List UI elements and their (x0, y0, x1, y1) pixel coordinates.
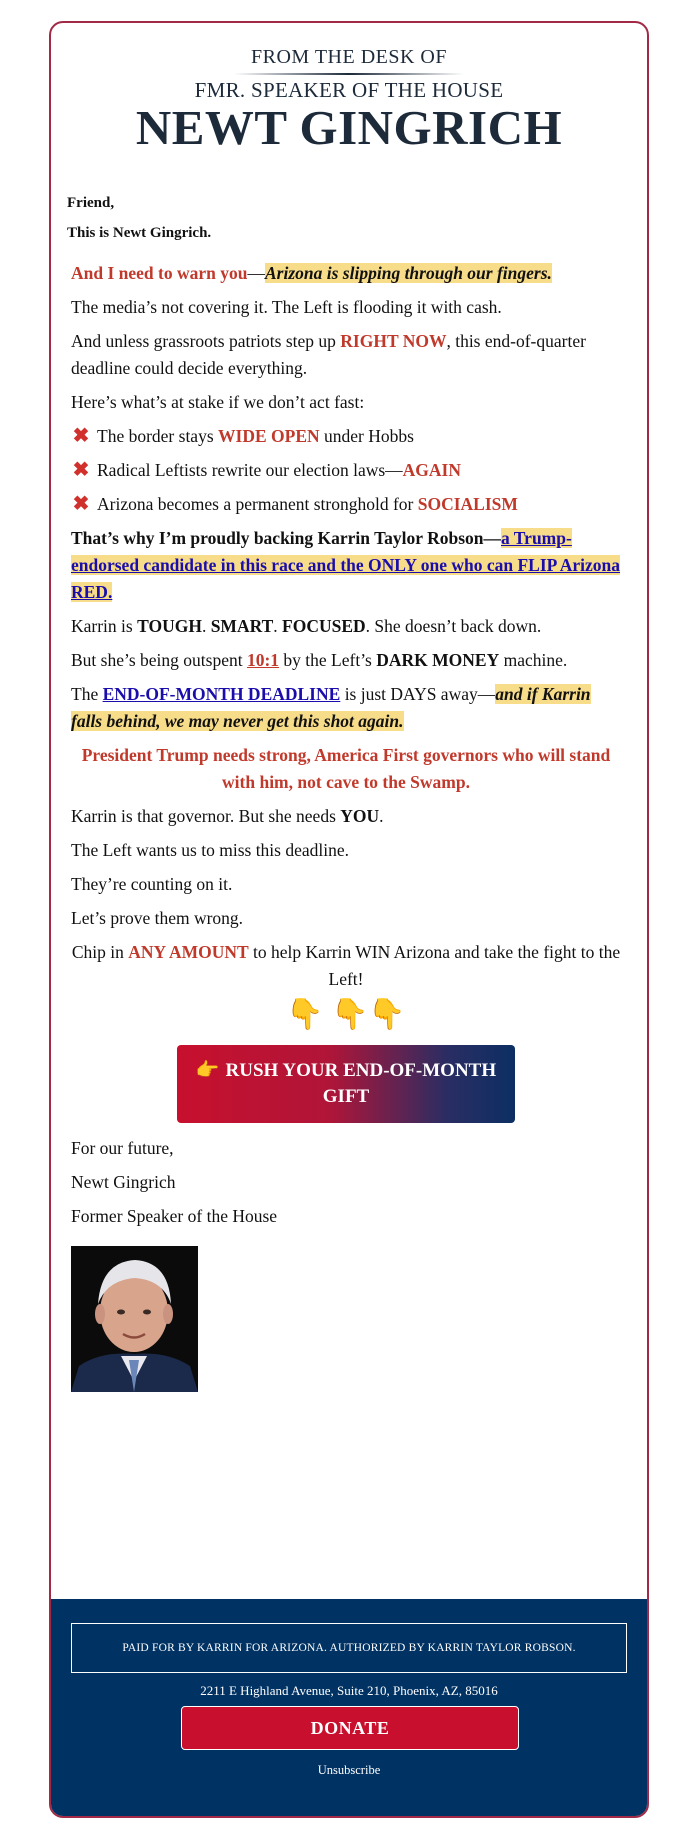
ten-to-one-link[interactable]: 10:1 (246, 650, 280, 670)
warn-paragraph (71, 260, 621, 287)
smart-bold: SMART (210, 616, 274, 636)
warn-red: And I need to warn you (71, 263, 248, 283)
warn-dash: — (247, 263, 265, 283)
letter-body (67, 193, 621, 1392)
stake-item (71, 457, 621, 484)
tough-text-end: . She doesn’t back down. (365, 616, 542, 636)
backing-bold: That’s why I’m proudly backing Karrin Taylor Robson— (71, 528, 501, 548)
stake-text: The border stays (97, 426, 219, 446)
backing-paragraph (71, 525, 621, 606)
stake-red: SOCIALISM (417, 494, 518, 514)
governor-text: Karrin is that governor. But she needs (71, 806, 341, 826)
warn-highlight: Arizona is slipping through our fingers. (265, 263, 552, 283)
governor-text-end: . (379, 806, 384, 826)
tough-text: Karrin is (71, 616, 138, 636)
masthead-name: NEWT GINGRICH (135, 100, 563, 155)
unless-paragraph (71, 328, 621, 382)
masthead-title: FMR. SPEAKER OF THE HOUSE (194, 78, 504, 102)
intro: This is Newt Gingrich. (67, 225, 212, 241)
governor-paragraph (71, 803, 621, 830)
stake-text: Arizona becomes a permanent stronghold for (97, 494, 418, 514)
tough-text: . (273, 616, 283, 636)
donate-button[interactable]: DONATE (181, 1706, 519, 1750)
deadline-text: The (71, 684, 103, 704)
tough-paragraph (71, 613, 621, 640)
tough-text: . (201, 616, 211, 636)
chip-text-end: to help Karrin WIN Arizona and take the fight to the Left! (248, 942, 621, 989)
paid-for-disclaimer: PAID FOR BY KARRIN FOR ARIZONA. AUTHORIZED BY KARRIN TAYLOR ROBSON. (71, 1623, 627, 1673)
stake-red: WIDE OPEN (218, 426, 320, 446)
prove-paragraph: Let’s prove them wrong. (71, 908, 244, 928)
you-bold: YOU (340, 806, 380, 826)
unless-text-end: , this end-of-quarter deadline could decide everything. (71, 331, 586, 378)
outspent-text-end: machine. (499, 650, 568, 670)
rush-gift-label: RUSH YOUR END-OF-MONTH GIFT (225, 1060, 497, 1107)
x-mark-icon: ✖ (72, 493, 90, 515)
deadline-highlight: and if Karrin falls behind, we may never get this shot again. (71, 684, 591, 731)
stake-paragraph: Here’s what’s at stake if we don’t act fast: (71, 392, 365, 412)
miss-paragraph: The Left wants us to miss this deadline. (71, 840, 350, 860)
signoff-closing: For our future, (71, 1138, 174, 1158)
greeting: Friend, (67, 195, 115, 211)
stake-item (71, 491, 621, 518)
counting-paragraph: They’re counting on it. (71, 874, 233, 894)
chip-paragraph (71, 939, 621, 993)
deadline-text: is just DAYS away— (340, 684, 496, 704)
dark-money-bold: DARK MONEY (376, 650, 500, 670)
signoff-title: Former Speaker of the House (71, 1206, 278, 1226)
masthead-divider (234, 73, 464, 75)
outspent-text: But she’s being outspent (71, 650, 247, 670)
email-card (49, 21, 649, 1818)
pointing-right-icon: 👉 (195, 1060, 220, 1081)
focused-bold: FOCUSED (282, 616, 366, 636)
trump-paragraph: President Trump needs strong, America First governors who will stand with him, not cave to the Swamp. (81, 745, 611, 792)
masthead (51, 45, 647, 153)
pointing-down-icon: 👇 👇👇 (286, 998, 406, 1031)
tough-bold: TOUGH (137, 616, 202, 636)
deadline-paragraph (71, 681, 621, 735)
outspent-paragraph (71, 647, 621, 674)
right-now: RIGHT NOW (340, 331, 447, 351)
chip-text: Chip in (71, 942, 129, 962)
media-paragraph: The media’s not covering it. The Left is flooding it with cash. (71, 297, 502, 317)
stake-item (71, 423, 621, 450)
masthead-from-desk: FROM THE DESK OF (251, 46, 447, 68)
mailing-address: 2211 E Highland Avenue, Suite 210, Phoenix, AZ, 85016 (200, 1683, 498, 1698)
portrait-photo (71, 1246, 198, 1392)
stake-text-end: under Hobbs (319, 426, 414, 446)
stake-red: AGAIN (402, 460, 462, 480)
signoff-name: Newt Gingrich (71, 1172, 176, 1192)
any-amount: ANY AMOUNT (128, 942, 249, 962)
x-mark-icon: ✖ (72, 459, 90, 481)
trump-endorsed-link[interactable]: a Trump-endorsed candidate in this race and the ONLY one who can FLIP Arizona RED. (71, 528, 621, 602)
outspent-text: by the Left’s (279, 650, 377, 670)
footer (51, 1599, 647, 1816)
x-mark-icon: ✖ (72, 425, 90, 447)
unless-text: And unless grassroots patriots step up (71, 331, 341, 351)
portrait-illustration (71, 1246, 198, 1392)
deadline-link[interactable]: END-OF-MONTH DEADLINE (102, 684, 341, 704)
stake-text: Radical Leftists rewrite our election laws— (97, 460, 403, 480)
unsubscribe-link[interactable]: Unsubscribe (317, 1763, 381, 1777)
rush-gift-button[interactable] (177, 1045, 515, 1123)
